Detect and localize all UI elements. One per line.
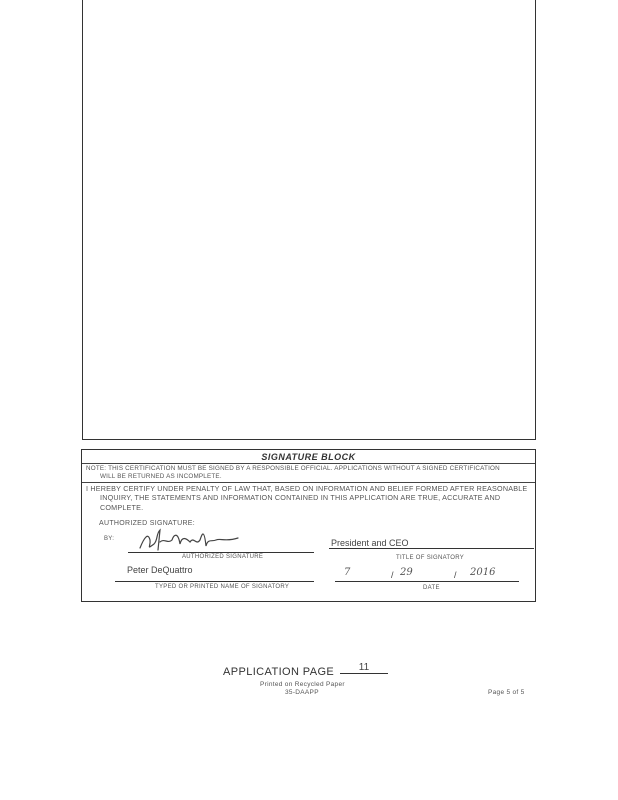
authorized-signature-label: AUTHORIZED SIGNATURE:: [99, 520, 196, 527]
printed-on-note: Printed on Recycled Paper: [260, 681, 345, 688]
divider: [82, 482, 535, 483]
date-caption: DATE: [423, 585, 440, 591]
date-year: 2016: [470, 567, 496, 578]
application-page-number: 11: [340, 662, 388, 674]
date-day: 29: [400, 567, 413, 578]
signature-block-title: SIGNATURE BLOCK: [261, 452, 356, 462]
application-page-title: APPLICATION PAGE: [223, 666, 335, 678]
authorized-signature-caption: AUTHORIZED SIGNATURE: [182, 554, 264, 560]
date-month: 7: [344, 567, 351, 578]
title-line: [329, 548, 534, 549]
title-value: President and CEO: [331, 538, 409, 548]
note-line-1: NOTE: THIS CERTIFICATION MUST BE SIGNED BY A RESPONSIBLE OFFICIAL. APPLICATIONS WITHOUT A SIGNED CERTIFICATION: [86, 465, 500, 472]
typed-name-value: Peter DeQuattro: [127, 565, 193, 575]
form-code: 35-DAAPP: [285, 689, 319, 696]
date-separator: /: [454, 570, 457, 580]
typed-name-caption: TYPED OR PRINTED NAME OF SIGNATORY: [155, 584, 290, 590]
page-of: Page 5 of 5: [488, 689, 525, 696]
by-label: BY:: [104, 536, 115, 542]
divider: [82, 463, 535, 464]
certification-statement: [86, 484, 530, 512]
note-line-2: WILL BE RETURNED AS INCOMPLETE.: [100, 473, 222, 480]
date-line: [335, 581, 519, 582]
cert-line-2: INQUIRY, THE STATEMENTS AND INFORMATION CONTAINED IN THIS APPLICATION ARE TRUE, ACCURATE AND: [100, 493, 501, 503]
certification-note: [86, 465, 526, 481]
handwritten-signature: [134, 524, 244, 554]
typed-name-line: [115, 581, 314, 582]
title-caption: TITLE OF SIGNATORY: [396, 555, 465, 561]
signature-line: [128, 552, 314, 553]
cert-line-3: COMPLETE.: [100, 502, 144, 512]
attachment-area: [82, 0, 536, 440]
signature-block: [81, 449, 536, 602]
date-separator: /: [391, 570, 394, 580]
cert-line-1: I HEREBY CERTIFY UNDER PENALTY OF LAW THAT, BASED ON INFORMATION AND BELIEF FORMED AFTER REASONABLE: [86, 484, 528, 493]
